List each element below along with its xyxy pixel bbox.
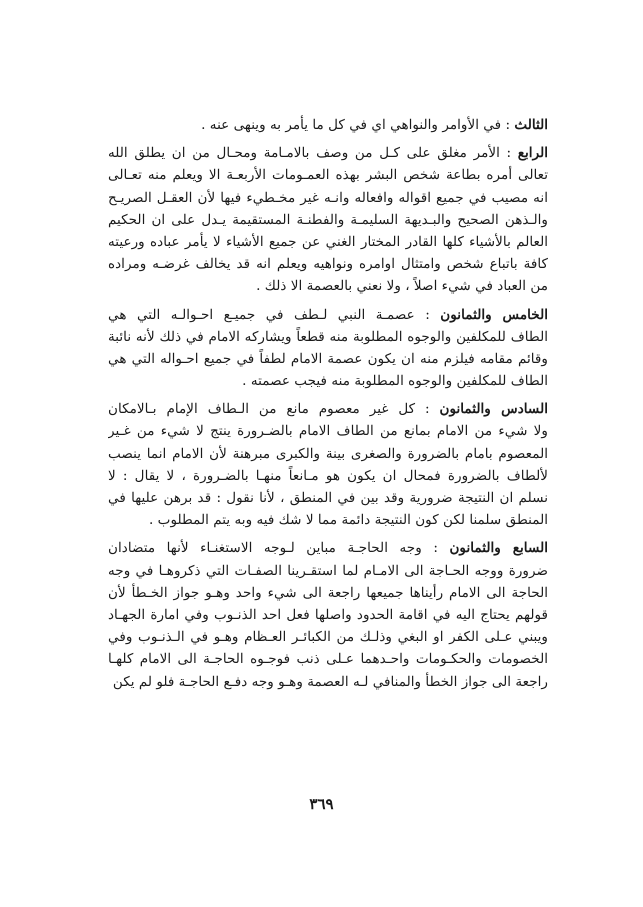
text-line: الحاجة الى الامام رأيناها جميعها راجعة الى شيء واحد وهـو جواز الخـطأ لأن bbox=[108, 584, 548, 601]
text-line: قولهم يحتاج اليه في اقامة الحدود واصلها فعل احد الذنـوب وفي امارة الجهـاد bbox=[108, 606, 548, 623]
text-line: ويبني عـلى الكفر او البغي وذلـك من الكبائـر العـظام وهـو في الـذنـوب وفي bbox=[108, 629, 548, 646]
text-line: وقائم مقامه فيلزم منه ان يكون عصمة الامام لطفاً في جميع احـواله التي هي bbox=[108, 350, 548, 367]
text-line: الثالث : في الأوامر والنواهي اي في كل ما يأمر به وينهى عنه . bbox=[201, 117, 548, 133]
section-heading: السادس والثمانون bbox=[439, 401, 548, 418]
paragraph bbox=[108, 304, 548, 393]
section-heading: الرابع bbox=[517, 145, 548, 162]
text-line: المعصوم بامام بالضرورة والصغرى بينة والكبرى مبرهنة لأن الامام انما ينصب bbox=[108, 445, 548, 462]
text-line: الخصومات والحكـومات واحـدهما عـلى ذنب فوجـوه الحاجـة الى الامام كلهـا bbox=[108, 651, 548, 668]
text-line: نسلم ان النتيجة ضرورية وقد بين في المنطق ، لأنا نقول : قد برهن عليها في bbox=[108, 490, 548, 506]
paragraph bbox=[108, 114, 548, 136]
text-line: المنطق سلمنا لكن كون النتيجة دائمة مما لا شك فيه وبه يتم المطلوب . bbox=[149, 512, 548, 529]
page-number: ٣٦٩ bbox=[309, 795, 334, 813]
section-heading: الخامس والثمانون bbox=[440, 306, 548, 323]
section-heading: الثالث bbox=[514, 117, 548, 133]
body-text bbox=[108, 114, 548, 699]
text-line: كافة باتباع شخص وامتثال اوامره ونواهيه ويعلم انه قد يخالف غرضـه ومراده bbox=[108, 256, 548, 273]
text-line: الطاف للمكلفين والوجوه المطلوبة منه فيجب عصمته . bbox=[242, 373, 548, 390]
paragraph bbox=[108, 398, 548, 531]
section-heading: السابع والثمانون bbox=[449, 540, 548, 557]
text-line: راجعة الى جواز الخطأ والمنافي لـه العصمة وهـو وجه دفـع الحاجـة فلو لم يكن bbox=[112, 673, 548, 690]
text-line: ولا شيء من الامام بمانع من الطاف الامام بالضـرورة ينتج لا شيء من غـير bbox=[108, 423, 548, 440]
paragraph bbox=[108, 537, 548, 692]
text-line: من العباد في شيء اصلاً ، ولا نعني بالعصمة الا ذلك . bbox=[256, 278, 548, 295]
text-line: السابع والثمانون : وجه الحاجـة مباين لـوجه الاستغنـاء لأنها متضادان bbox=[108, 540, 548, 557]
text-line: الطاف للمكلفين والوجوه المطلوبة منه قطعاً ويشاركه الامام في ذلك لأنه نائبة bbox=[108, 328, 548, 345]
text-line: السادس والثمانون : كل غير معصوم مانع من الـطاف الإمام بـالامكان bbox=[108, 401, 548, 418]
text-line: العالم بالأشياء كلها القادر المختار الغني عن جميع الأشياء لا يأمر عباده ورعيته bbox=[108, 233, 548, 250]
text-line: تعالى أمره بطاعة شخص البشر بهذه العمـومات الأربعـة الا ويعلم منه تعـالى bbox=[108, 167, 548, 184]
paragraph bbox=[108, 142, 548, 297]
text-line: الرابع : الأمر مغلق على كـل من وصف بالامـامة ومحـال من ان يطلق الله bbox=[108, 145, 548, 162]
text-line: والـذهن الصحيح والبـديهة السليمـة والفطنـة المستقيمة يـدل على ان الحكيم bbox=[108, 211, 548, 228]
text-line: انه مصيب في جميع اقواله وافعاله وانـه غير مخـطيء فيها لأن العقـل الصريـح bbox=[108, 189, 548, 206]
text-line: لألطاف بالضرورة فمحال ان يكون هو مـانعاً منهـا بالضـرورة ، لا يقال : لا bbox=[108, 467, 548, 484]
text-line: ضرورة ووجه الحـاجة الى الامـام لما استقـرينا الصفـات التي ذكروهـا في وجه bbox=[108, 562, 548, 579]
text-line: الخامس والثمانون : عصمـة النبي لـطف في جميـع احـوالـه التي هي bbox=[108, 306, 548, 323]
